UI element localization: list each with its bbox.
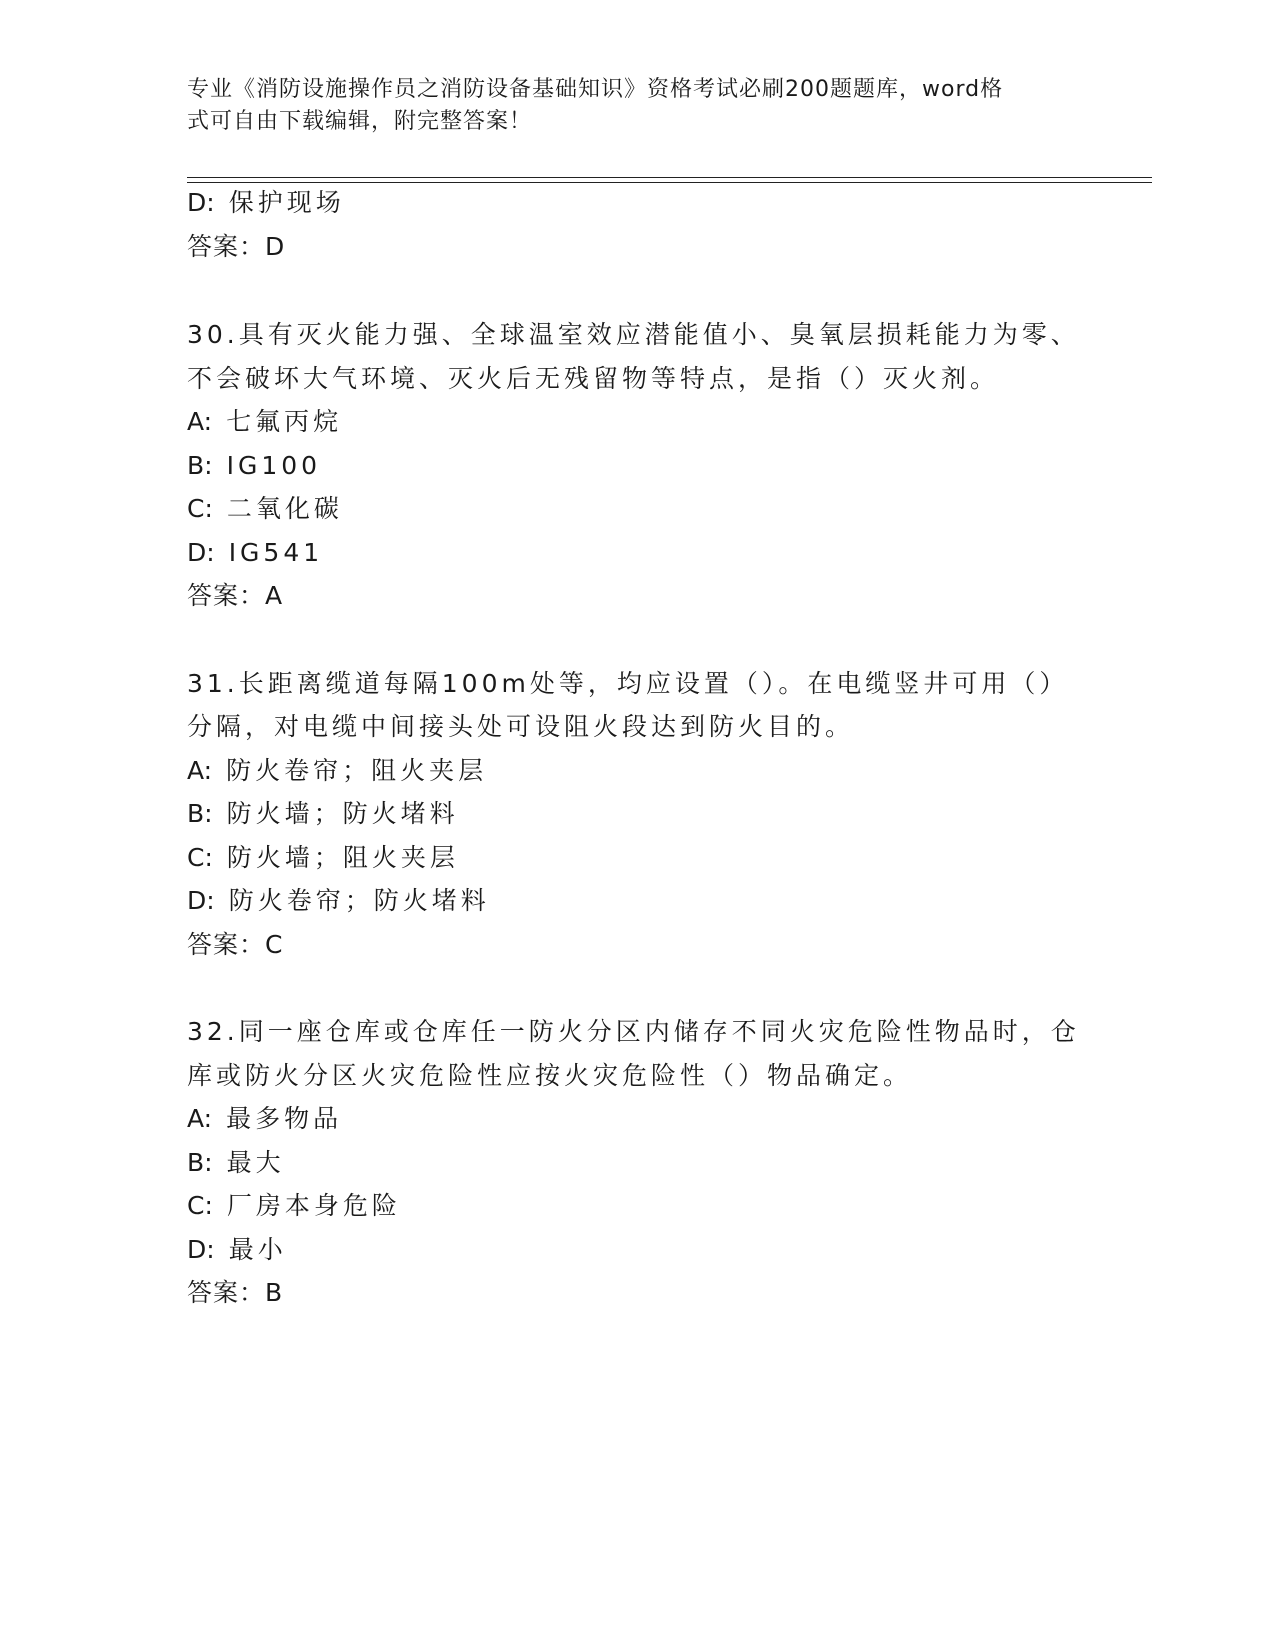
header-line-2: 式可自由下载编辑，附完整答案！ bbox=[187, 109, 533, 134]
option-letter: A: bbox=[187, 1104, 213, 1133]
option-letter: B: bbox=[187, 799, 213, 828]
header-rule-bottom bbox=[187, 182, 1152, 183]
option-text: 七氟丙烷 bbox=[226, 407, 343, 436]
q32-option-b bbox=[187, 1146, 285, 1180]
option-letter: A: bbox=[187, 756, 213, 785]
option-text: 防火墙；阻火夹层 bbox=[226, 843, 459, 872]
q32-stem-line-2: 库或防火分区火灾危险性应按火灾危险性（）物品确定。 bbox=[187, 1061, 913, 1090]
option-letter: D: bbox=[187, 1235, 215, 1264]
header-rule-top bbox=[187, 177, 1152, 178]
option-letter: C: bbox=[187, 1191, 213, 1220]
q32-answer: 答案：B bbox=[187, 1278, 284, 1307]
option-letter: B: bbox=[187, 1148, 213, 1177]
option-letter: D: bbox=[187, 188, 215, 217]
option-letter: D: bbox=[187, 886, 215, 915]
option-letter: C: bbox=[187, 843, 213, 872]
q30-option-d bbox=[187, 536, 323, 570]
document-header bbox=[187, 74, 1067, 138]
q30-stem-line-1: 30.具有灭火能力强、全球温室效应潜能值小、臭氧层损耗能力为零、 bbox=[187, 320, 1080, 349]
option-text: 防火卷帘；防火堵料 bbox=[228, 886, 490, 915]
option-text: 最小 bbox=[228, 1235, 287, 1264]
q32-option-a bbox=[187, 1102, 342, 1136]
option-text: IG100 bbox=[226, 451, 322, 480]
prev-option-d bbox=[187, 186, 345, 220]
option-text: 最大 bbox=[226, 1148, 285, 1177]
q31-option-c bbox=[187, 841, 459, 875]
q32-option-c bbox=[187, 1189, 401, 1223]
q31-option-a bbox=[187, 754, 487, 788]
option-letter: B: bbox=[187, 451, 213, 480]
q32-option-d bbox=[187, 1233, 287, 1267]
q31-option-d bbox=[187, 884, 490, 918]
q30-stem-line-2: 不会破坏大气环境、灭火后无残留物等特点，是指（）灭火剂。 bbox=[187, 364, 1000, 393]
option-letter: D: bbox=[187, 538, 215, 567]
option-text: IG541 bbox=[228, 538, 324, 567]
q30-answer: 答案：A bbox=[187, 581, 284, 610]
option-letter: C: bbox=[187, 494, 213, 523]
q30-option-a bbox=[187, 405, 342, 439]
option-text: 二氧化碳 bbox=[226, 494, 343, 523]
prev-answer: 答案：D bbox=[187, 232, 286, 261]
option-text: 保护现场 bbox=[228, 188, 345, 217]
option-text: 防火卷帘；阻火夹层 bbox=[226, 756, 488, 785]
q31-option-b bbox=[187, 797, 459, 831]
option-text: 厂房本身危险 bbox=[226, 1191, 401, 1220]
q31-stem-line-2: 分隔，对电缆中间接头处可设阻火段达到防火目的。 bbox=[187, 712, 855, 741]
option-letter: A: bbox=[187, 407, 213, 436]
header-line-1: 专业《消防设施操作员之消防设备基础知识》资格考试必刷200题题库，word格 bbox=[187, 77, 1004, 102]
q30-option-c bbox=[187, 492, 343, 526]
option-text: 防火墙；防火堵料 bbox=[226, 799, 459, 828]
q30-option-b bbox=[187, 449, 321, 483]
q31-stem-line-1: 31.长距离缆道每隔100m处等，均应设置（）。在电缆竖井可用（） bbox=[187, 669, 1069, 698]
q32-stem-line-1: 32.同一座仓库或仓库任一防火分区内储存不同火灾危险性物品时，仓 bbox=[187, 1017, 1080, 1046]
q31-answer: 答案：C bbox=[187, 930, 284, 959]
option-text: 最多物品 bbox=[226, 1104, 343, 1133]
